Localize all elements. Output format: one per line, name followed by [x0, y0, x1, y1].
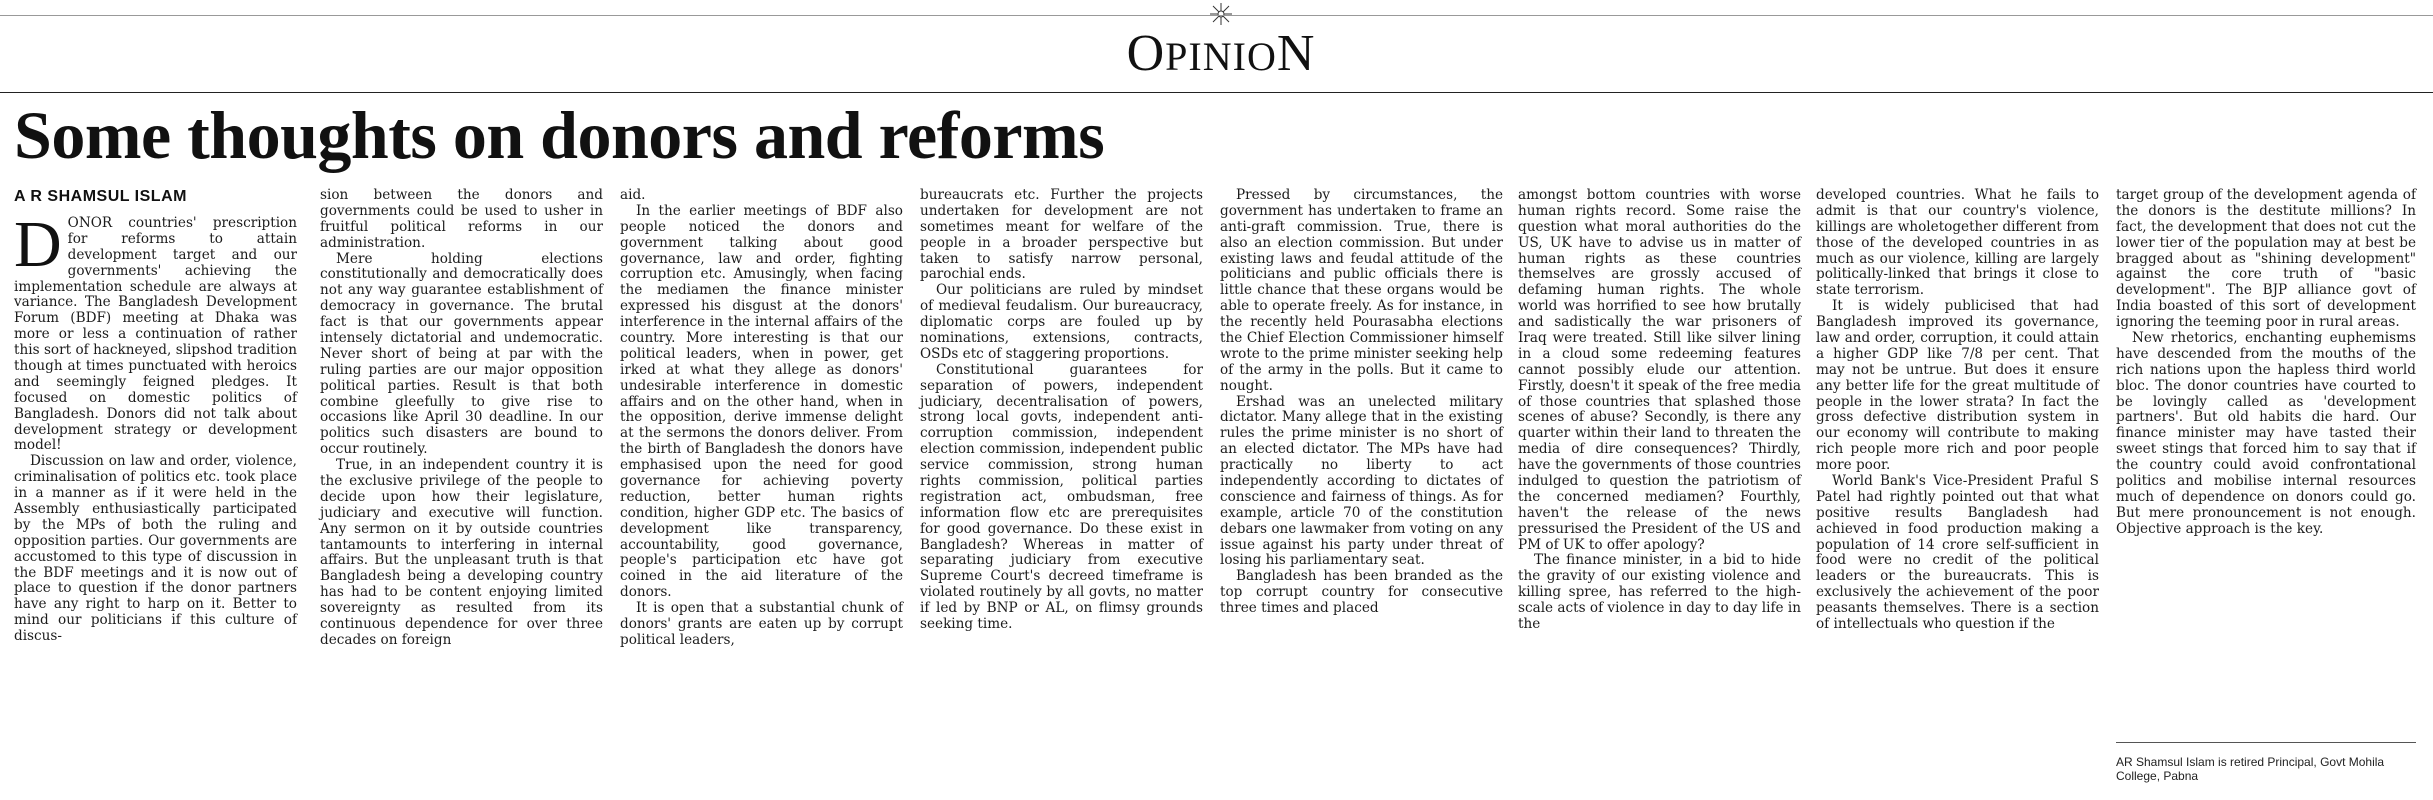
paragraph: True, in an independent country it is the exclusive privilege of the people to decide upon how their legislature, judiciary and executive will function. Any sermon on it by outside countries tantamounts to interfering in internal affairs. But the unpleasant truth is that Bangladesh being a developing country has had to be content enjoying limited sovereignty as resulted from its continuous dependence for over three decades on foreign — [320, 457, 603, 648]
paragraph: aid. — [620, 187, 646, 203]
top-rule — [0, 15, 2433, 16]
drop-cap: D — [14, 208, 62, 281]
paragraph: developed countries. What he fails to admit is that our country's violence, killings are wholetogether different from those of the developed countries in as much as our violence, killing are largely politically-linked that brings it close to state terrorism. — [1816, 187, 2099, 299]
paragraph: New rhetorics, enchanting euphemisms have descended from the mouths of the rich nations upon the hapless third world bloc. The donor countries have courted to be lovingly called as 'development partners'. But old habits die hard. Our finance minister may have tasted their sweet stings that forced him to say that if the country could avoid confrontational politics and mobilise internal resources much of dependence on donors could go. But mere pronouncement is not enough. Objective approach is the key. — [2116, 330, 2416, 537]
paragraph: Constitutional guarantees for separation of powers, independent judiciary, decentralisation of powers, strong local govts, independent anti-corruption commission, independent election commission, independent public service commission, strong human rights commission, political parties registration act, ombudsman, free information flow etc are prerequisites for good governance. Do these exist in Bangladesh? Whereas in matter of separating judiciary from executive Supreme Court's decreed timeframe is violated routinely by all govts, no matter if led by BNP or AL, on flimsy grounds seeking time. — [920, 361, 1203, 633]
article-column-8 — [2116, 188, 2416, 538]
paragraph: ONOR countries' prescription for reforms to attain development target and our governments' achieving the implementation schedule are always at variance. The Bangladesh Development Forum (BDF) meeting at Dhaka was more or less a continuation of rather this sort of hackneyed, slipshod tradition though at times punctuated with heroics and seemingly feigned pledges. It focused on domestic politics of Bangladesh. Donors did not talk about development strategy or development model! — [14, 215, 297, 454]
paragraph: Pressed by circumstances, the government has undertaken to frame an anti-graft commission. True, there is also an election commission. But under existing laws and feudal attitude of the politicians and public officials there is little chance that these organs would be able to operate freely. As for instance, in the recently held Pourasabha elections the Chief Election Commissioner himself wrote to the prime minister seeking help of the army in the polls. But it came to nought. — [1220, 187, 1503, 394]
article-headline: Some thoughts on donors and reforms — [14, 97, 1105, 173]
paragraph: The finance minister, in a bid to hide the gravity of our existing violence and killing spree, has referred to the high-scale acts of violence in day to day life in the — [1518, 552, 1801, 633]
paragraph: Bangladesh has been branded as the top corrupt country for consecutive three times and placed — [1220, 568, 1503, 617]
star-ornament-icon — [1209, 2, 1233, 26]
paragraph: Mere holding elections constitutionally and democratically does not any way guarantee establishment of democracy in governance. The brutal fact is that our governments appear intensely dictatorial and undemocratic. Never short of being at par with the ruling parties are our major opposition political parties. Result is that both combine gleefully to give rise to occasions like April 30 deadline. In our politics such disasters are bound to occur routinely. — [320, 250, 603, 458]
paragraph: It is widely publicised that had Bangladesh improved its governance, law and order, corruption, it could attain a higher GDP like 7/8 per cent. That may not be untrue. But does it ensure any better life for the great multitude of people in the lower strata? In fact the gross defective distribution system in our economy will contribute to making rich people more rich and poor people more poor. — [1816, 298, 2099, 474]
paragraph: Ershad was an unelected military dictator. Many allege that in the existing rules the prime minister is no short of an elected dictator. The MPs have had practically no liberty to act independently according to dictates of conscience and fairness of things. As for example, article 70 of the constitution debars one lawmaker from voting on any issue against his party under threat of losing his parliamentary seat. — [1220, 393, 1504, 569]
article-column-5 — [1220, 188, 1503, 617]
paragraph: World Bank's Vice-President Praful S Patel had rightly pointed out that what positive results Bangladesh had achieved in food production making a population of 14 crore self-sufficient in food were no credit of the political leaders or the bureaucrats. This is exclusively the achievement of the poor peasants themselves. There is a section of intellectuals who question if the — [1816, 473, 2099, 633]
article-column-3 — [620, 188, 903, 649]
paragraph: amongst bottom countries with worse human rights record. Some raise the question what moral authorities do the US, UK have to advise us in matter of human rights as these countries themselves are grossly accused of defaming human rights. The whole world was horrified to see how brutally and sadistically the war prisoners of Iraq were treated. Still like silver lining in a cloud some redeeming features cannot possibly elude our attention. Firstly, doesn't it speak of the free media of those countries that splashed those scenes of abuse? Secondly, is there any quarter within their land to threaten the media of dire consequences? Thirdly, have the governments of those countries indulged to question the patriotism of the concerned mediamen? Fourthly, haven't the release of the news pressurised the President of the US and PM of UK to offer apology? — [1518, 187, 1801, 553]
paragraph: target group of the development agenda of the donors is the destitute millions? In fact, the development that does not cut the lower tier of the population may at best be bragged about as "shining development" against the core truth of "basic development". The BJP alliance govt of India boasted of this sort of development ignoring the teeming poor in rural areas. — [2116, 187, 2416, 331]
paragraph: In the earlier meetings of BDF also people noticed the donors and government talking about good governance, law and order, fighting corruption etc. Amusingly, when facing the mediamen the finance minister expressed his disgust at the donors' interference in the internal affairs of the country. More interesting is that our political leaders, when in power, get irked at what they allege as donors' undesirable interference in domestic affairs and on the other hand, when in the opposition, derive immense delight at the sermons the donors deliver. From the birth of Bangladesh the donors have emphasised upon the need for good governance for achieving poverty reduction, better human rights condition, higher GDP etc. The basics of development like transparency, accountability, good governance, people's participation etc have got coined in the aid literature of the donors. — [620, 202, 903, 601]
paragraph: bureaucrats etc. Further the projects undertaken for development are not sometimes meant for welfare of the people in a broader perspective but taken to satisfy narrow personal, parochial ends. — [920, 187, 1203, 283]
author-note: AR Shamsul Islam is retired Principal, Govt Mohila College, Pabna — [2116, 755, 2385, 784]
author-note-rule — [2116, 742, 2416, 743]
article-column-4 — [920, 188, 1203, 633]
article-column-7 — [1816, 188, 2099, 633]
paragraph: Discussion on law and order, violence, criminalisation of politics etc. took place in a manner as if it were held in the Assembly enthusiastically participated by the MPs of both the ruling and opposition parties. Our governments are accustomed to this type of discussion in the BDF meetings and it is now out of place to question if the donor partners have any right to harp on it. Better to mind our politicians if this culture of discus- — [14, 453, 297, 645]
article-column-2 — [320, 188, 603, 649]
paragraph: It is open that a substantial chunk of donors' grants are eaten up by corrupt political leaders, — [620, 600, 903, 648]
paragraph: Our politicians are ruled by mindset of medieval feudalism. Our bureaucracy, diplomatic corps are fouled up by nominations, extensions, contracts, OSDs etc of staggering proportions. — [920, 282, 1203, 362]
byline: A R SHAMSUL ISLAM — [14, 188, 187, 205]
paragraph: sion between the donors and governments could be used to usher in fruitful political reforms in our administration. — [320, 187, 603, 251]
section-title: OPINION — [1126, 25, 1316, 82]
article-column-6 — [1518, 188, 1801, 633]
header-rule — [0, 92, 2433, 93]
article-column-1 — [14, 208, 297, 645]
